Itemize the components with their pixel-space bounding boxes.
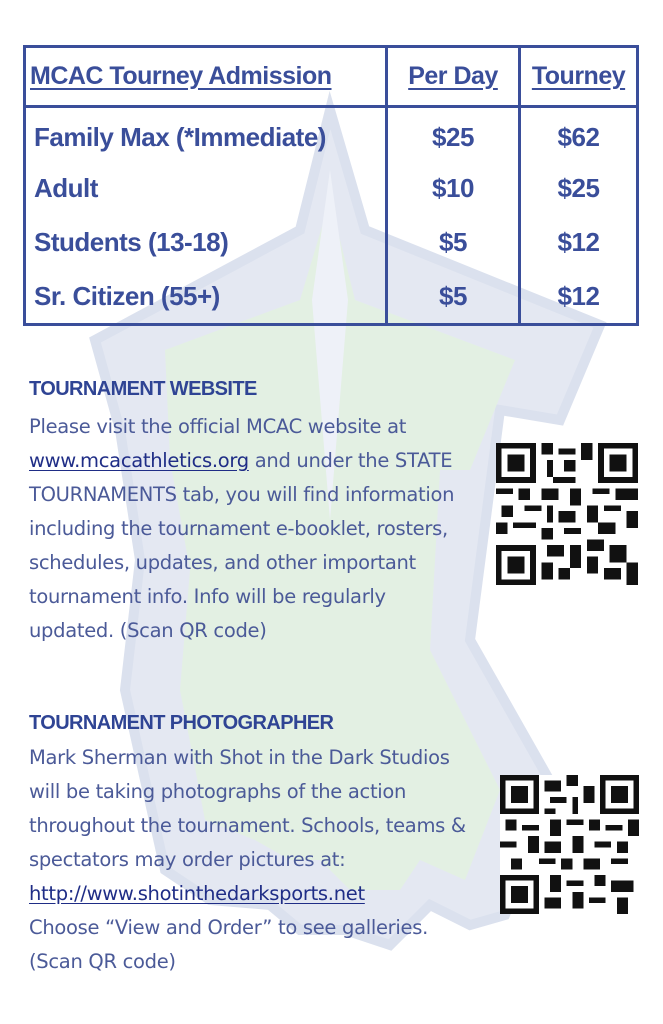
price-category: Family Max (*Immediate): [25, 107, 387, 162]
price-per-day: $10: [387, 161, 520, 216]
price-category: Adult: [25, 161, 387, 216]
admission-header-category: MCAC Tourney Admission: [25, 47, 387, 107]
photographer-link[interactable]: http://www.shotinthedarksports.net: [29, 882, 365, 905]
table-row: [25, 270, 638, 325]
table-row: [25, 216, 638, 271]
price-tourney: $12: [520, 216, 638, 271]
price-tourney: $25: [520, 161, 638, 216]
website-qr-code-icon[interactable]: [495, 443, 639, 585]
admission-table: [23, 45, 639, 326]
photographer-text-line: will be taking photographs of the action: [29, 780, 407, 803]
website-text-line: TOURNAMENTS tab, you will find information: [29, 483, 455, 506]
table-row: [25, 161, 638, 216]
photographer-text-line: spectators may order pictures at:: [29, 848, 346, 871]
website-description: [29, 410, 454, 648]
photographer-heading: TOURNAMENT PHOTOGRAPHER: [29, 712, 334, 734]
website-text-line: [29, 444, 454, 478]
website-heading: TOURNAMENT WEBSITE: [29, 378, 257, 400]
website-text-line: tournament info. Info will be regularly: [29, 585, 386, 608]
price-category: Sr. Citizen (55+): [25, 270, 387, 325]
admission-header-row: [25, 47, 638, 107]
price-per-day: $25: [387, 107, 520, 162]
website-text-line-rest: and under the STATE: [248, 449, 453, 472]
price-per-day: $5: [387, 270, 520, 325]
admission-header-tourney: Tourney: [520, 47, 638, 107]
table-row: [25, 107, 638, 162]
website-text-line: schedules, updates, and other important: [29, 551, 416, 574]
admission-header-per-day: Per Day: [387, 47, 520, 107]
price-per-day: $5: [387, 216, 520, 271]
photographer-text-line: (Scan QR code): [29, 950, 176, 973]
website-text-line: updated. (Scan QR code): [29, 619, 267, 642]
photographer-text-line: Choose “View and Order” to see galleries.: [29, 916, 428, 939]
website-link[interactable]: www.mcacathletics.org: [29, 449, 249, 472]
photographer-description: [29, 741, 466, 979]
photographer-text-line: throughout the tournament. Schools, teams &: [29, 814, 466, 837]
website-text-line: including the tournament e-booklet, rosters,: [29, 517, 448, 540]
price-category: Students (13-18): [25, 216, 387, 271]
photographer-qr-code-icon[interactable]: [500, 775, 639, 914]
website-text-line: Please visit the official MCAC website at: [29, 415, 407, 438]
price-tourney: $62: [520, 107, 638, 162]
price-tourney: $12: [520, 270, 638, 325]
photographer-text-line: [29, 877, 466, 911]
photographer-text-line: Mark Sherman with Shot in the Dark Studios: [29, 746, 450, 769]
